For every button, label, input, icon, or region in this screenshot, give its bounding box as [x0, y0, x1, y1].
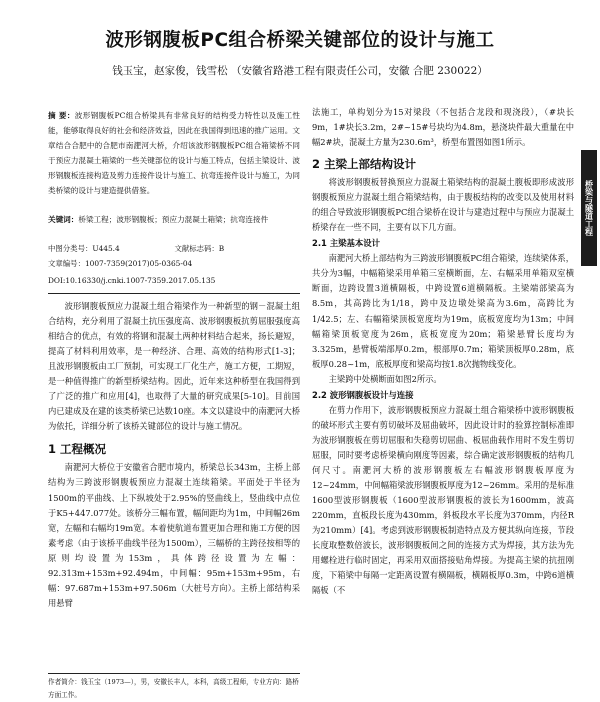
section-2-1-paragraph: 南淝河大桥上部结构为三跨波形钢腹板PC组合箱梁，连续梁体系，共分为3幅，中幅箱梁采用单箱三室横断面，左、右幅采用单箱双室横断面，边跨设置3道横隔板，中跨设置6道横隔板。主梁端部梁高为8.5m，其高跨比为1/18，跨中及边墩处梁高为3.6m，高跨比为1/42.5；左、右幅箱梁顶板宽度均为19m，底板宽度均为13m；中间幅箱梁顶板宽度为26m，底板宽度为20m；箱梁悬臂长度均为3.325m，悬臂板端部厚0.2m，根部厚0.7m；箱梁顶板厚0.28m，底板厚0.28~1m，底板厚度和梁高均按1.8次抛物线变化。	[312, 253, 574, 369]
section-2-1-heading: 2.1 主梁基本设计	[312, 238, 381, 249]
section-1-paragraph: 南淝河大桥位于安徽省合肥市境内，桥梁总长343m，主桥上部结构为三跨波形钢腹板预应力混凝土连续箱梁。平面处于半径为1500m的平曲线、上下纵坡处于2.95%的竖曲线上，竖曲线中点位于K5+447.077处。该桥分三幅布置，幅间距均为1m，中间幅26m宽，左幅和右幅均19m宽。本着使航道布置更加合理和施工方便的因素考虑（由于该桥平曲线半径为1500m），三幅桥的主跨径按相等的原则均设置为153m，具体跨径设置为左幅：92.313m+153m+92.494m，中间幅：95m+153m+95m，右幅：97.687m+153m+97.506m（大桩号方向）。主桥上部结构采用悬臂	[48, 462, 300, 608]
author-footnote: 作者简介：钱玉宝（1973—），男，安徽长丰人，本科，高级工程师，专业方向：路桥方面工作。	[48, 678, 299, 699]
section-2-2-heading: 2.2 波形钢腹板设计与连接	[312, 389, 414, 400]
section-1-heading: 1 工程概况	[48, 442, 107, 457]
section-2-heading: 2 主梁上部结构设计	[312, 157, 417, 172]
right-body	[312, 105, 574, 598]
meta-divider	[48, 293, 300, 294]
paper-title: 波形钢腹板PC组合桥梁关键部位的设计与施工	[105, 30, 495, 51]
right-intro-paragraph: 法施工，单构划分为15对梁段（不包括合龙段和现浇段），（#块长9m，1#块长3.2m，2#~15#号块均为4.8m，悬浇块件最大重量在中幅2#块，混凝土方量为230.6m³，桥型布置图如图1所示。	[312, 107, 574, 148]
section-2-2-paragraph: 在剪力作用下，波形钢腹板预应力混凝土组合箱梁桥中波形钢腹板的破坏形式主要有剪切破坏及屈曲破坏，因此设计时的验算控制标准即为波形钢腹板在剪切屈服和失稳剪切屈曲、板屈曲载作用时不发生剪切屈服，同时要考虑桥梁横向刚度等因素，综合确定波形钢腹板的结构几何尺寸。南淝河大桥的波形钢腹板左右幅波形钢腹板厚度为12~24mm，中间幅箱梁波形钢腹板厚度为12~26mm。采用的是标准1600型波形钢腹板（1600型波形钢腹板的波长为1600mm，波高220mm，直板段长度为430mm，斜板段水平长度为370mm，内径R为210mm）[4]。考虑到波形钢腹板制造特点及方便其纵向连接，节段长度取整数倍波长，波形钢腹板间之间的连接方式为焊接，其方法为先用螺栓进行临时固定，再采用双面搭接贴角焊接。为提高主梁的抗扭刚度，下箱梁中每隔一定距离设置有横隔板，横隔板厚0.3m，中跨6道横隔板（不	[312, 404, 574, 596]
section-2-paragraph: 将波形钢腹板替换预应力混凝土箱梁结构的混凝土腹板即形成波形钢腹板预应力混凝土组合箱梁结构，由于腹板结构的改变以及使用材料的组合导致波形钢腹板PC组合梁桥在设计与建造过程中与预应力混凝土桥梁存在一些不同，主要有以下几方面。	[312, 177, 574, 233]
intro-paragraph: 波形钢腹板预应力混凝土组合箱梁作为一种新型的钢－混凝土组合结构，充分利用了混凝土抗压强度高、波形钢腹板抗剪屈服强度高相结合的优点，有效的将钢和混凝土两种材料结合起来，扬长避短，提高了材料利用效率，是一种经济、合理、高效的结构形式[1-3]；且波形钢腹板由工厂预制，可实现工厂化生产，施工方便，工期短，是一种值得推广的新型桥梁结构。因此，近年来这种桥型在我国得到了广泛的推广和应用[4]，也取得了大量的研究成果[5-10]。目前国内已建成及在建的该类桥梁已达数10座。本文以建设中的南淝河大桥为依托，详细分析了该桥关键部位的设计与施工情况。	[48, 301, 300, 432]
section-2-1-figure-ref: 主梁跨中处横断面如图2所示。	[328, 373, 442, 384]
abstract	[48, 108, 300, 198]
author-line: 钱玉宝，赵家俊，钱雪松 （安徽省路港工程有限责任公司，安徽 合肥 230022）	[112, 65, 488, 77]
doi: DOI:10.16330/j.cnki.1007-7359.2017.05.135	[48, 276, 216, 285]
keywords	[48, 212, 300, 227]
abstract-label: 摘 要：	[48, 111, 75, 120]
footnote-divider	[48, 673, 300, 674]
article-number: 文章编号：1007-7359(2017)05-0365-04	[48, 259, 193, 268]
abstract-text: 波形钢腹板PC组合桥梁具有非常良好的结构受力特性以及施工性能，能够取得良好的社会和经济效益，因此在我国得到迅速的推广运用。文章结合合肥中的合肥市南淝河大桥，介绍该波形钢腹板PC组合箱梁桥不同于预应力混凝土箱梁的一些关键部位的设计与施工特点，包括主梁设计、波形钢腹板连接构造及剪力连接件设计与施工、抗弯连接件设计与施工，为同类桥梁的设计与建造提供借鉴。	[48, 111, 300, 195]
keywords-text: 桥梁工程；波形钢腹板；预应力混凝土箱梁；抗弯连接件	[78, 215, 269, 224]
clc-number: 中图分类号：U445.4	[48, 244, 120, 253]
document-code: 文献标志码：B	[174, 244, 225, 253]
left-body	[48, 299, 300, 611]
keywords-label: 关键词：	[48, 215, 79, 224]
meta-row-1	[48, 241, 300, 256]
section-side-tab: 桥梁与隧道工程	[581, 150, 597, 266]
